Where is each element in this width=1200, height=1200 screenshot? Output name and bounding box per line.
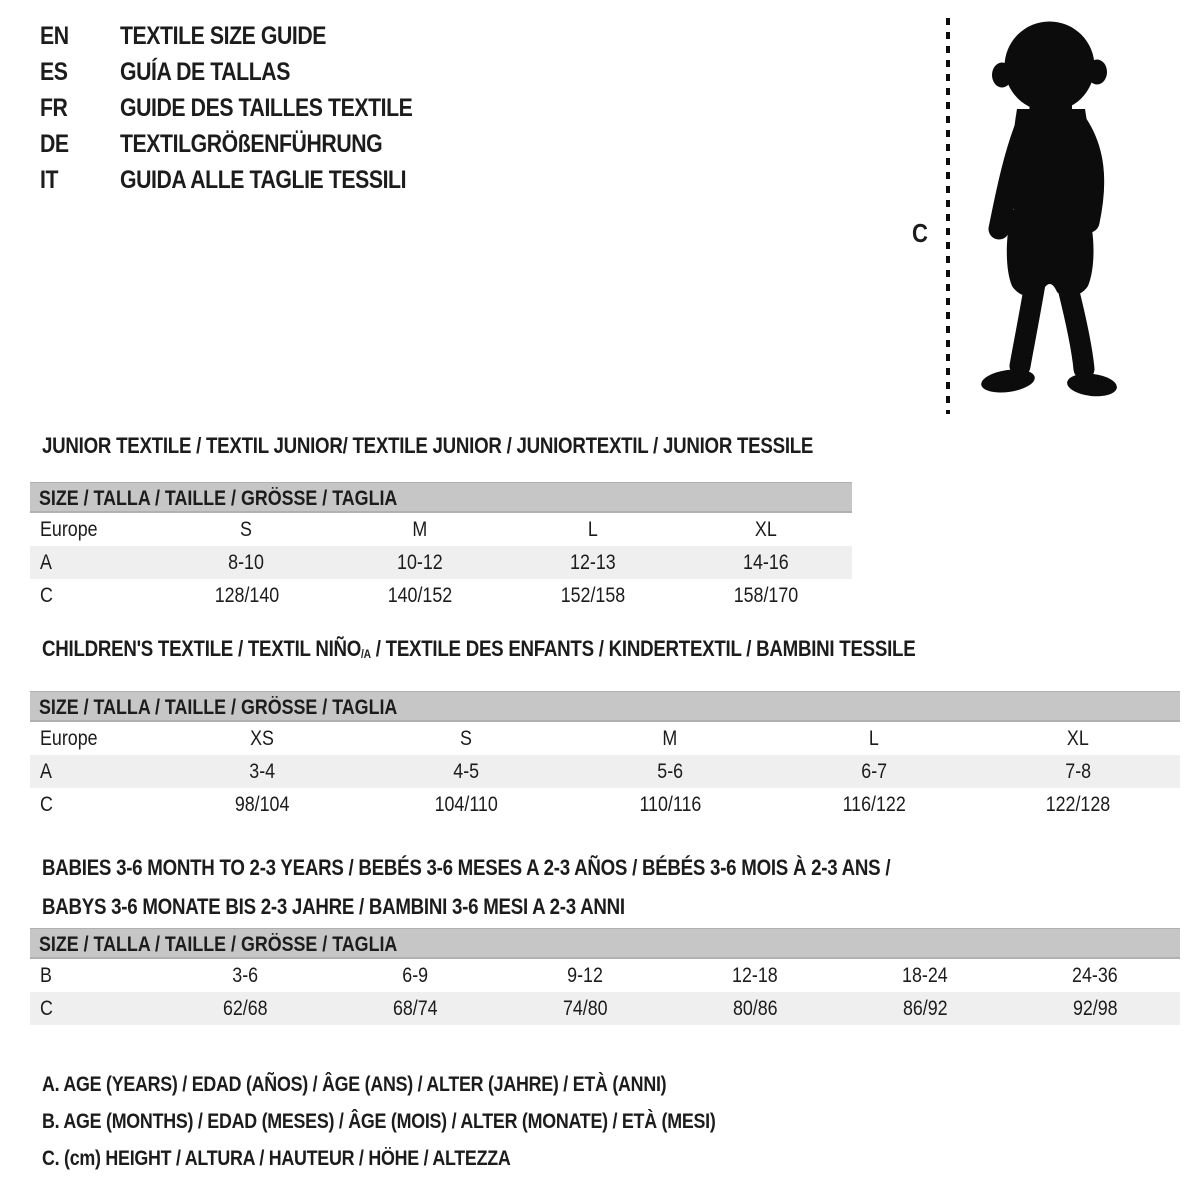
section-babies-title (42, 848, 1040, 926)
size-cell (976, 788, 1180, 821)
language-code: DE (40, 130, 69, 158)
size-cell (330, 992, 500, 1025)
size-cell-text: S (240, 517, 253, 541)
size-cell (500, 959, 670, 992)
children-table (30, 722, 1180, 821)
size-header-bar (30, 482, 852, 513)
table-row (30, 722, 1180, 755)
title-subscript: /A (361, 647, 371, 662)
size-cell-text: 116/122 (842, 792, 906, 816)
junior-size-table (30, 482, 852, 612)
size-cell (160, 755, 364, 788)
row-label-text: A (40, 550, 52, 574)
row-label-text: Europe (40, 726, 98, 750)
size-header-label: SIZE / TALLA / TAILLE / GRÖSSE / TAGLIA (39, 696, 398, 719)
language-code: FR (40, 94, 68, 122)
language-title-list (40, 22, 464, 202)
size-cell (333, 579, 506, 612)
row-label-text: A (40, 759, 52, 783)
size-cell-text: S (460, 726, 472, 750)
size-cell (772, 755, 976, 788)
junior-table (30, 513, 852, 612)
size-cell (670, 992, 840, 1025)
row-label (30, 755, 160, 788)
title-text: CHILDREN'S TEXTILE / TEXTIL NIÑO (42, 636, 362, 661)
title-text: JUNIOR TEXTILE / TEXTIL JUNIOR/ TEXTILE JUNIOR / JUNIORTEXTIL / JUNIOR TESSILE (42, 433, 814, 458)
title-text: BABIES 3-6 MONTH TO 2-3 YEARS / BEBÉS 3-6 MESES A 2-3 AÑOS / BÉBÉS 3-6 MOIS À 2-3 ANS / (42, 855, 891, 880)
size-cell-text: M (412, 517, 427, 541)
babies-size-table (30, 928, 1180, 1025)
row-label (30, 546, 160, 579)
language-title-row (40, 58, 464, 94)
section-title-line (42, 848, 1040, 887)
size-cell-text: 10-12 (396, 550, 443, 574)
language-code: EN (40, 22, 69, 50)
legend-line (42, 1066, 834, 1103)
size-cell (679, 513, 852, 546)
row-label (30, 992, 160, 1025)
row-label (30, 722, 160, 755)
height-measure-label: C (912, 218, 928, 248)
size-cell-text: 12-18 (732, 963, 778, 987)
size-cell-text: 4-5 (453, 759, 479, 783)
size-cell-text: 9-12 (567, 963, 603, 987)
size-cell (160, 788, 364, 821)
row-label (30, 959, 160, 992)
size-cell-text: 5-6 (657, 759, 683, 783)
table-row (30, 959, 1180, 992)
row-label (30, 788, 160, 821)
size-cell-text: 12-13 (569, 550, 616, 574)
size-header-bar (30, 691, 1180, 722)
legend (42, 1066, 834, 1177)
size-cell-text: XS (250, 726, 274, 750)
size-cell (160, 722, 364, 755)
row-label-text: C (40, 792, 53, 816)
size-cell-text: 6-7 (861, 759, 887, 783)
size-cell (330, 959, 500, 992)
size-cell (506, 579, 679, 612)
size-cell (500, 992, 670, 1025)
table-row (30, 579, 852, 612)
section-children-title (42, 629, 1070, 668)
size-cell (772, 722, 976, 755)
size-cell (506, 513, 679, 546)
size-cell (160, 992, 330, 1025)
size-cell-text: 3-6 (232, 963, 258, 987)
language-title-row (40, 22, 464, 58)
size-cell (364, 788, 568, 821)
size-cell-text: 152/158 (560, 583, 625, 607)
language-title: TEXTILE SIZE GUIDE (120, 22, 327, 50)
size-cell-text: 86/92 (902, 996, 948, 1020)
size-header-label: SIZE / TALLA / TAILLE / GRÖSSE / TAGLIA (39, 487, 398, 510)
size-cell (568, 788, 772, 821)
row-label-text: C (40, 996, 53, 1020)
section-title-line (42, 629, 1070, 668)
row-label (30, 513, 160, 546)
size-cell-text: 158/170 (733, 583, 798, 607)
table-row (30, 513, 852, 546)
children-size-table (30, 691, 1180, 821)
toddler-silhouette-image (966, 14, 1138, 418)
size-cell (840, 992, 1010, 1025)
language-title-row (40, 94, 464, 130)
size-cell-text: XL (754, 517, 777, 541)
language-code: ES (40, 58, 68, 86)
size-cell (506, 546, 679, 579)
language-code: IT (40, 166, 59, 194)
height-dashed-line (944, 16, 952, 416)
legend-line (42, 1103, 834, 1140)
size-cell (976, 722, 1180, 755)
size-cell-text: L (869, 726, 879, 750)
size-cell (333, 513, 506, 546)
title-text: BABYS 3-6 MONATE BIS 2-3 JAHRE / BAMBINI 3-6 MESI A 2-3 ANNI (42, 894, 625, 919)
size-cell-text: 24-36 (1072, 963, 1118, 987)
table-row (30, 546, 852, 579)
size-cell (160, 546, 333, 579)
section-title-text (42, 629, 915, 672)
table-row (30, 992, 1180, 1025)
section-title-line (42, 426, 949, 465)
size-cell (670, 959, 840, 992)
size-cell-text: 92/98 (1072, 996, 1118, 1020)
row-label (30, 579, 160, 612)
size-cell-text: 62/68 (222, 996, 268, 1020)
size-cell-text: 7-8 (1065, 759, 1091, 783)
size-cell (679, 546, 852, 579)
language-title-row (40, 166, 464, 202)
title-text: / TEXTILE DES ENFANTS / KINDERTEXTIL / BAMBINI TESSILE (370, 636, 916, 661)
size-cell-text: 74/80 (562, 996, 608, 1020)
size-cell-text: 122/128 (1045, 792, 1111, 816)
row-label-text: C (40, 583, 53, 607)
size-cell (772, 788, 976, 821)
size-cell (160, 579, 333, 612)
size-cell-text: L (587, 517, 598, 541)
size-cell (568, 722, 772, 755)
table-row (30, 755, 1180, 788)
language-title: GUIDA ALLE TAGLIE TESSILI (120, 166, 407, 194)
legend-line-text: B. AGE (MONTHS) / EDAD (MESES) / ÂGE (MOIS) / ALTER (MONATE) / ETÀ (MESI) (42, 1110, 716, 1133)
size-header-label: SIZE / TALLA / TAILLE / GRÖSSE / TAGLIA (39, 933, 398, 956)
legend-line (42, 1140, 834, 1177)
size-cell (679, 579, 852, 612)
size-cell (160, 513, 333, 546)
size-cell-text: 3-4 (249, 759, 275, 783)
size-cell (333, 546, 506, 579)
size-cell-text: 98/104 (234, 792, 290, 816)
language-title: GUÍA DE TALLAS (120, 58, 290, 86)
section-title-line (42, 887, 1040, 926)
size-cell (364, 755, 568, 788)
size-cell-text: 128/140 (214, 583, 279, 607)
size-cell-text: 18-24 (902, 963, 948, 987)
section-title-text (42, 887, 625, 926)
size-cell (976, 755, 1180, 788)
size-cell-text: XL (1067, 726, 1089, 750)
size-header-bar (30, 928, 1180, 959)
row-label-text: Europe (40, 517, 98, 541)
size-cell-text: 8-10 (228, 550, 265, 574)
babies-table (30, 959, 1180, 1025)
size-cell-text: 80/86 (732, 996, 778, 1020)
table-row (30, 788, 1180, 821)
size-cell-text: 14-16 (742, 550, 789, 574)
row-label-text: B (40, 963, 52, 987)
section-title-text (42, 426, 813, 465)
legend-line-text: A. AGE (YEARS) / EDAD (AÑOS) / ÂGE (ANS) / ALTER (JAHRE) / ETÀ (ANNI) (42, 1073, 667, 1096)
size-cell-text: 140/152 (387, 583, 452, 607)
language-title: GUIDE DES TAILLES TEXTILE (120, 94, 413, 122)
size-cell-text: 104/110 (434, 792, 498, 816)
size-cell (160, 959, 330, 992)
language-title-row (40, 130, 464, 166)
size-cell-text: 68/74 (392, 996, 438, 1020)
legend-line-text: C. (cm) HEIGHT / ALTURA / HAUTEUR / HÖHE / ALTEZZA (42, 1147, 511, 1170)
size-cell-text: 110/116 (639, 792, 701, 816)
size-cell-text: M (662, 726, 678, 750)
size-cell (840, 959, 1010, 992)
size-cell-text: 6-9 (402, 963, 428, 987)
section-title-text (42, 848, 890, 887)
size-cell (1010, 992, 1180, 1025)
size-cell (568, 755, 772, 788)
section-junior-title (42, 426, 949, 465)
size-cell (364, 722, 568, 755)
language-title: TEXTILGRÖßENFÜHRUNG (120, 130, 383, 158)
size-cell (1010, 959, 1180, 992)
